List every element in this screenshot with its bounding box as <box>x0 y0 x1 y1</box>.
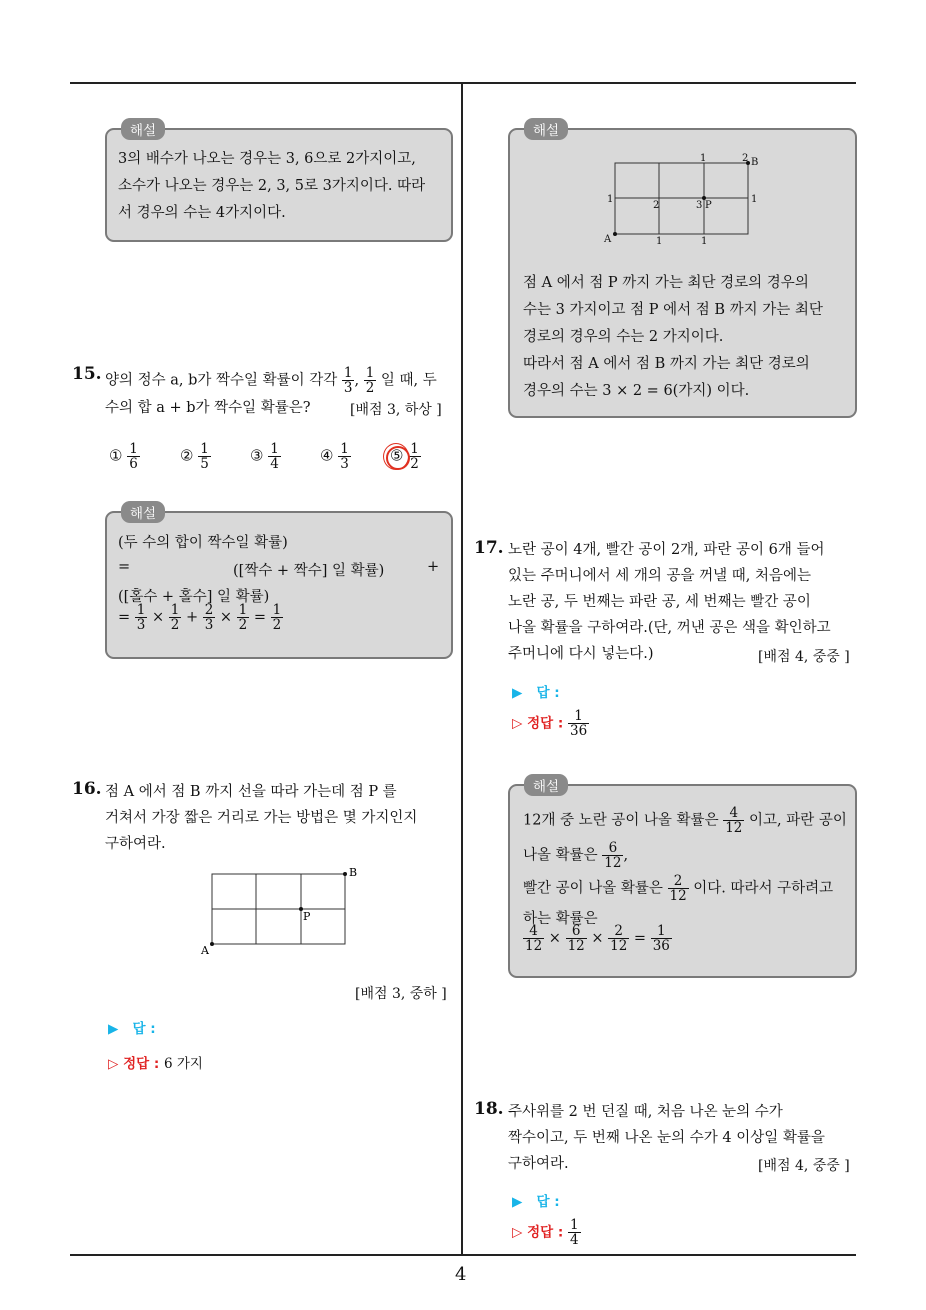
sol-label-p: P <box>705 200 712 211</box>
q15-line2: 수의 합 a + b가 짝수일 확률은? <box>105 400 311 417</box>
q17-solution-box <box>508 779 857 978</box>
q14-solution-line: 서 경우의 수는 4가지이다. <box>118 205 286 221</box>
q15-sol-plus: + <box>427 559 440 575</box>
bottom-rule <box>70 1254 856 1256</box>
q17-line: 있는 주머니에서 세 개의 공을 꺼낼 때, 처음에는 <box>508 568 812 584</box>
q16-line: 구하여라. <box>105 836 166 852</box>
solution-tag: 해설 <box>524 118 568 140</box>
outline-play-icon: ▷ <box>108 1056 119 1072</box>
choice-2[interactable]: ② $\frac{1}{5}$ <box>180 441 209 473</box>
q14-solution-line: 소수가 나오는 경우는 2, 3, 5로 3가지이다. 따라 <box>118 178 426 194</box>
q15-sol-equation: = $\frac{1}{3}$ × $\frac{1}{2}$ + $\frac{2}{3}$ × $\frac{1}{2}$ = $\frac{1}{2}$ <box>118 602 282 634</box>
q16-answer-row[interactable]: ▶ 답 : <box>108 1021 156 1037</box>
q15-solution-box <box>105 506 453 659</box>
svg-text:1: 1 <box>607 194 614 205</box>
q16-text <box>105 779 417 857</box>
q15-sol-line3: ([홀수 + 홀수] 일 확률) <box>118 589 270 605</box>
q15-score: [배점 3, 하상 ] <box>350 402 442 418</box>
sol-label-b: B <box>751 157 759 168</box>
q17-line: 노란 공, 두 번째는 파란 공, 세 번째는 빨간 공이 <box>508 594 811 610</box>
label-a: A <box>201 944 209 957</box>
q16-solution-line: 경우의 수는 3 × 2 = 6(가지) 이다. <box>523 383 750 399</box>
outline-play-icon: ▷ <box>512 715 523 732</box>
q18-answer-row[interactable]: ▶ 답 : <box>512 1194 560 1210</box>
q18-line: 주사위를 2 번 던질 때, 처음 나온 눈의 수가 <box>508 1104 783 1120</box>
q16-line: 거쳐서 가장 짧은 거리로 가는 방법은 몇 가지인지 <box>105 810 418 826</box>
sol-label-a: A <box>604 234 612 245</box>
selected-answer-circle-outer <box>383 443 409 470</box>
q17-score: [배점 4, 중중 ] <box>758 649 850 665</box>
svg-text:1: 1 <box>700 153 707 164</box>
q16-correct-row: ▷ 정답 : 6 가지 <box>108 1056 203 1072</box>
q16-line: 점 A 에서 점 B 까지 선을 따라 가는데 점 P 를 <box>105 784 397 800</box>
q16-solution-box <box>508 123 857 418</box>
column-divider <box>461 83 463 1255</box>
page-number: 4 <box>455 1264 467 1285</box>
q16-solution-line: 점 A 에서 점 P 까지 가는 최단 경로의 경우의 <box>523 275 809 291</box>
label-p: P <box>303 910 311 923</box>
q17-line: 주머니에 다시 넣는다.) <box>508 646 654 662</box>
svg-text:1: 1 <box>751 194 758 205</box>
q16-solution-diagram <box>598 150 768 245</box>
q15-sol-line2: ([짝수 + 짝수] 일 확률) <box>233 563 385 579</box>
q14-solution-box <box>105 123 453 242</box>
point-a <box>210 942 214 946</box>
svg-text:2: 2 <box>742 153 749 164</box>
q17-number: 17. <box>474 538 504 558</box>
q17-line: 나올 확률을 구하여라.(단, 꺼낸 공은 색을 확인하고 <box>508 620 831 636</box>
q16-solution-line: 따라서 점 A 에서 점 B 까지 가는 최단 경로의 <box>523 356 810 372</box>
q15-fraction-b: $\frac{1}{2}$ <box>365 365 375 397</box>
q16-score: [배점 3, 중하 ] <box>355 986 447 1002</box>
play-icon: ▶ <box>108 1021 119 1037</box>
q18-score: [배점 4, 중중 ] <box>758 1158 850 1174</box>
q14-solution-text <box>118 146 425 227</box>
q16-grid-diagram <box>195 862 365 957</box>
svg-text:1: 1 <box>656 236 663 245</box>
svg-text:1: 1 <box>701 236 708 245</box>
label-b: B <box>349 866 358 879</box>
solution-tag: 해설 <box>121 501 165 523</box>
choice-1[interactable]: ① $\frac{1}{6}$ <box>109 441 138 473</box>
outline-play-icon: ▷ <box>512 1224 523 1241</box>
q17-sol-line1: 12개 중 노란 공이 나올 확률은 $\frac{4}{12}$ 이고, 파란 공이 <box>523 805 847 837</box>
solution-tag: 해설 <box>121 118 165 140</box>
q17-sol-line3: 빨간 공이 나올 확률은 $\frac{2}{12}$ 이다. 따라서 구하려고 <box>523 873 834 905</box>
q18-line: 짝수이고, 두 번째 나온 눈의 수가 4 이상일 확률을 <box>508 1130 825 1146</box>
play-icon: ▶ <box>512 1194 523 1210</box>
q18-number: 18. <box>474 1099 504 1119</box>
q14-solution-line: 3의 배수가 나오는 경우는 3, 6으로 2가지이고, <box>118 151 416 167</box>
choice-5[interactable]: ⑤ $\frac{1}{2}$ <box>390 441 419 473</box>
point-b <box>343 872 347 876</box>
q15-sol-line1: (두 수의 합이 짝수일 확률) <box>118 535 288 551</box>
q16-solution-line: 경로의 경우의 수는 2 가지이다. <box>523 329 724 345</box>
q17-answer-row[interactable]: ▶ 답 : <box>512 685 560 701</box>
q15-number: 15. <box>72 364 102 384</box>
q18-correct-row: ▷ 정답 : $\frac{1}{4}$ <box>512 1217 579 1249</box>
play-icon: ▶ <box>512 685 523 701</box>
top-rule <box>70 82 856 84</box>
q15-fraction-a: $\frac{1}{3}$ <box>343 365 353 397</box>
q17-sol-line2: 나올 확률은 $\frac{6}{12}$ , <box>523 840 629 872</box>
q17-correct-row: ▷ 정답 : $\frac{1}{36}$ <box>512 708 588 740</box>
q18-line: 구하여라. <box>508 1156 569 1172</box>
svg-text:3: 3 <box>696 200 703 211</box>
q17-line: 노란 공이 4개, 빨간 공이 2개, 파란 공이 6개 들어 <box>508 542 825 558</box>
choice-3[interactable]: ③ $\frac{1}{4}$ <box>250 441 279 473</box>
q17-sol-line4: 하는 확률은 <box>523 911 598 927</box>
q16-number: 16. <box>72 779 102 799</box>
choice-4[interactable]: ④ $\frac{1}{3}$ <box>320 441 349 473</box>
svg-text:2: 2 <box>653 200 660 211</box>
solution-tag: 해설 <box>524 774 568 796</box>
q17-sol-equation: $\frac{4}{12}$ × $\frac{6}{12}$ × $\frac{2}{12}$ = $\frac{1}{36}$ <box>525 923 670 955</box>
q16-solution-text <box>523 270 823 405</box>
q16-solution-line: 수는 3 가지이고 점 P 에서 점 B 까지 가는 최단 <box>523 302 823 318</box>
q15-sol-eq-sign: = <box>118 559 131 575</box>
q15-line1: 양의 정수 a, b가 짝수일 확률이 각각 $\frac{1}{3}$ , $\frac{1}{2}$ 일 때, 두 <box>105 365 437 397</box>
